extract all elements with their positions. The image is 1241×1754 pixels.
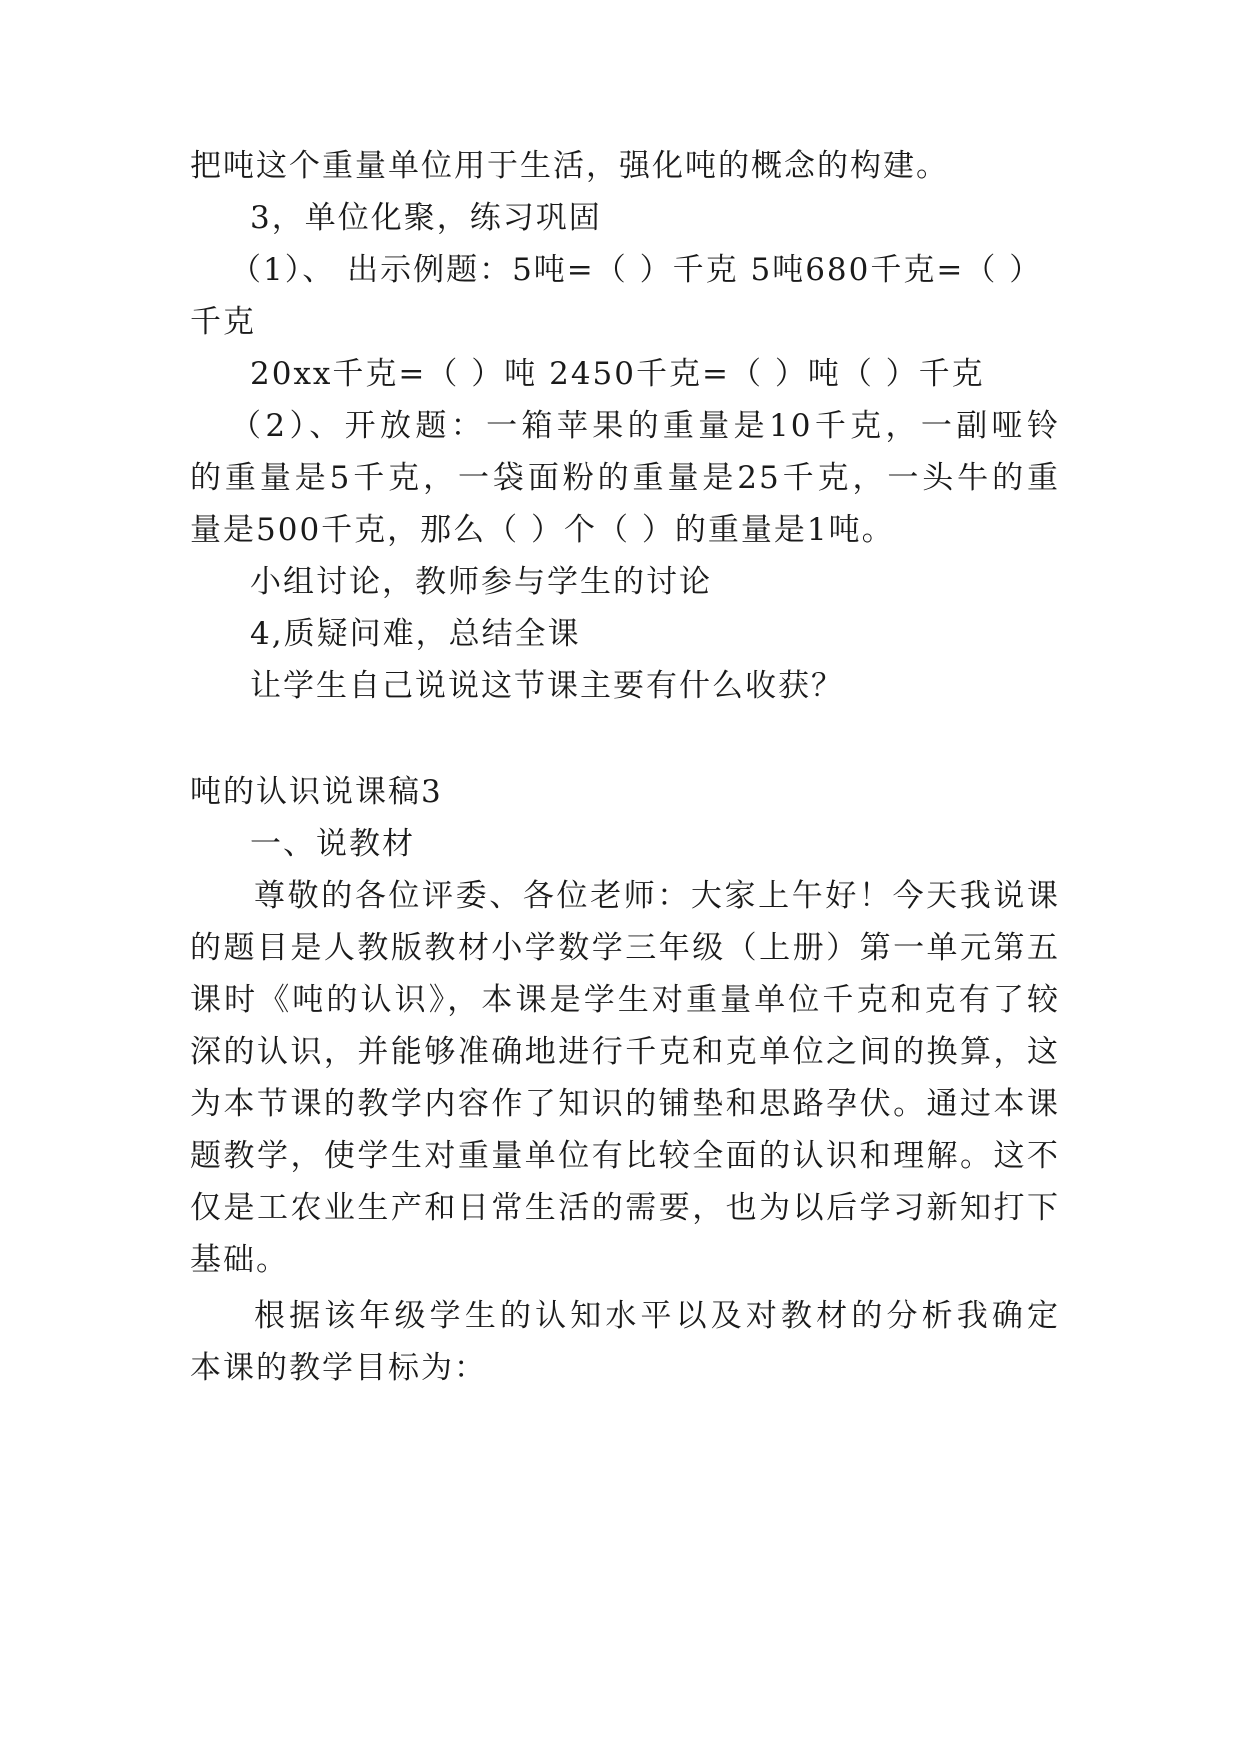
example-problem-line: 20xx千克=（ ）吨 2450千克=（ ）吨（ ）千克 <box>250 356 985 392</box>
paragraph-line: 尊敬的各位评委、各位老师：大家上午好！今天我说课 <box>254 878 1060 914</box>
open-question-line: 量是500千克，那么（ ）个（ ）的重量是1吨。 <box>190 512 895 548</box>
example-problem-line: （1）、 出示例题：5吨=（ ）千克 5吨680千克=（ ） <box>230 252 1043 288</box>
section-heading-practice: 3，单位化聚，练习巩固 <box>250 200 602 236</box>
paragraph-line: 根据该年级学生的认知水平以及对教材的分析我确定 <box>254 1298 1060 1334</box>
paragraph-line: 小组讨论，教师参与学生的讨论 <box>250 564 712 600</box>
paragraph-line: 仅是工农业生产和日常生活的需要，也为以后学习新知打下 <box>190 1190 1060 1226</box>
paragraph-line: 课时《吨的认识》，本课是学生对重量单位千克和克有了较 <box>190 982 1060 1018</box>
paragraph-line: 让学生自己说说这节课主要有什么收获？ <box>250 668 844 704</box>
open-question-line: （2）、开放题：一箱苹果的重量是10千克，一副哑铃 <box>230 408 1060 444</box>
paragraph-line: 深的认识，并能够准确地进行千克和克单位之间的换算，这 <box>190 1034 1060 1070</box>
section-heading-textbook: 一、说教材 <box>250 826 415 862</box>
paragraph-line: 本课的教学目标为： <box>190 1350 487 1386</box>
document-title: 吨的认识说课稿3 <box>190 774 443 810</box>
document-page <box>190 0 1060 1754</box>
paragraph-line: 题教学，使学生对重量单位有比较全面的认识和理解。这不 <box>190 1138 1060 1174</box>
paragraph-line: 基础。 <box>190 1242 289 1278</box>
paragraph-line: 为本节课的教学内容作了知识的铺垫和思路孕伏。通过本课 <box>190 1086 1060 1122</box>
paragraph-line: 千克 <box>190 304 256 340</box>
paragraph-line: 把吨这个重量单位用于生活，强化吨的概念的构建。 <box>190 148 949 184</box>
open-question-line: 的重量是5千克，一袋面粉的重量是25千克，一头牛的重 <box>190 460 1060 496</box>
section-heading-summary: 4,质疑问难，总结全课 <box>250 616 581 652</box>
paragraph-line: 的题目是人教版教材小学数学三年级（上册）第一单元第五 <box>190 930 1060 966</box>
